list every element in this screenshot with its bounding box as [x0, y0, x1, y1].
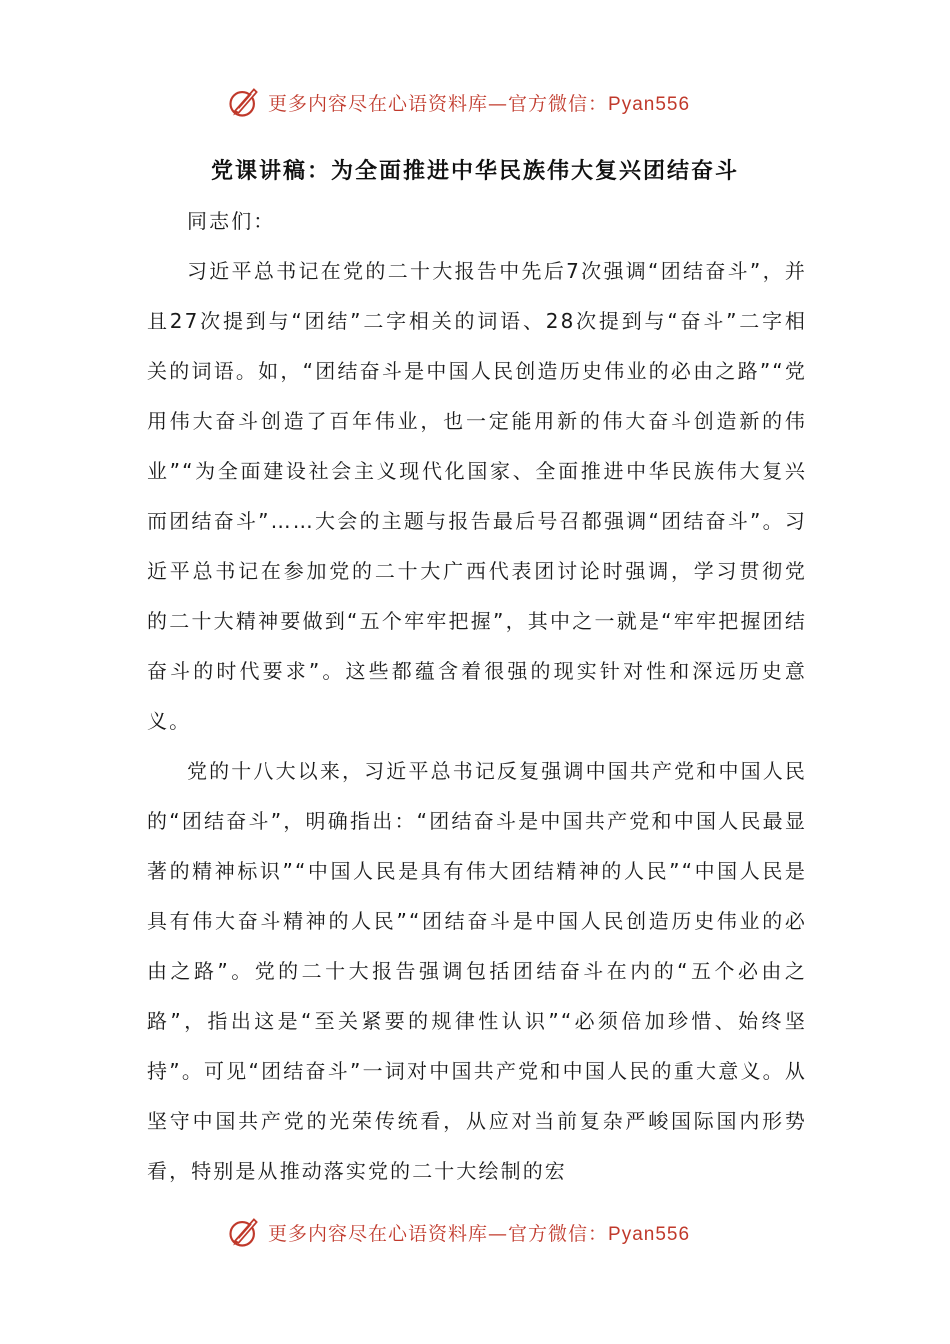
footer-banner-content: [226, 1212, 690, 1252]
header-banner-wechat-label: 官方微信：: [508, 92, 609, 115]
footer-banner: [0, 1212, 950, 1252]
footer-banner-main-text: 更多内容尽在心语资料库—: [268, 1222, 509, 1245]
paragraph-2: 党的十八大以来，习近平总书记反复强调中国共产党和中国人民的“团结奋斗”，明确指出：“团结奋斗是中国共产党和中国人民最显著的精神标识”“中国人民是具有伟大团结精神的人民”“中国人民是具有伟大奋斗精神的人民”“团结奋斗是中国人民创造历史伟业的必由之路”。党的二十大报告强调包括团结奋斗在内的“五个必由之路”，指出这是“至关紧要的规律性认识”“必须倍加珍惜、始终坚持”。可见“团结奋斗”一词对中国共产党和中国人民的重大意义。从坚守中国共产党的光荣传统看，从应对当前复杂严峻国际国内形势看，特别是从推动落实党的二十大绘制的宏: [147, 759, 807, 1183]
header-banner-text: [268, 89, 690, 116]
header-banner-wechat-id: Pyan556: [608, 93, 691, 115]
document-body: [147, 196, 807, 1196]
paragraph-1: 习近平总书记在党的二十大报告中先后7次强调“团结奋斗”，并且27次提到与“团结”二字相关的词语、28次提到与“奋斗”二字相关的词语。如，“团结奋斗是中国人民创造历史伟业的必由之路”“党用伟大奋斗创造了百年伟业，也一定能用新的伟大奋斗创造新的伟业”“为全面建设社会主义现代化国家、全面推进中华民族伟大复兴而团结奋斗”……大会的主题与报告最后号召都强调“团结奋斗”。习近平总书记在参加党的二十大广西代表团讨论时强调，学习贯彻党的二十大精神要做到“五个牢牢把握”，其中之一就是“牢牢把握团结奋斗的时代要求”。这些都蕴含着很强的现实针对性和深远历史意义。: [147, 259, 807, 733]
header-banner-content: [226, 82, 690, 122]
header-banner-main-text: 更多内容尽在心语资料库—: [268, 92, 509, 115]
quill-pen-logo-icon: [226, 1214, 262, 1250]
quill-pen-logo-icon: [226, 84, 262, 120]
header-banner: [0, 82, 950, 122]
document-title: 党课讲稿：为全面推进中华民族伟大复兴团结奋斗: [210, 159, 739, 184]
salutation: 同志们：: [187, 209, 276, 233]
footer-banner-text: [268, 1219, 690, 1246]
footer-banner-wechat-id: Pyan556: [608, 1223, 691, 1245]
footer-banner-wechat-label: 官方微信：: [508, 1222, 609, 1245]
